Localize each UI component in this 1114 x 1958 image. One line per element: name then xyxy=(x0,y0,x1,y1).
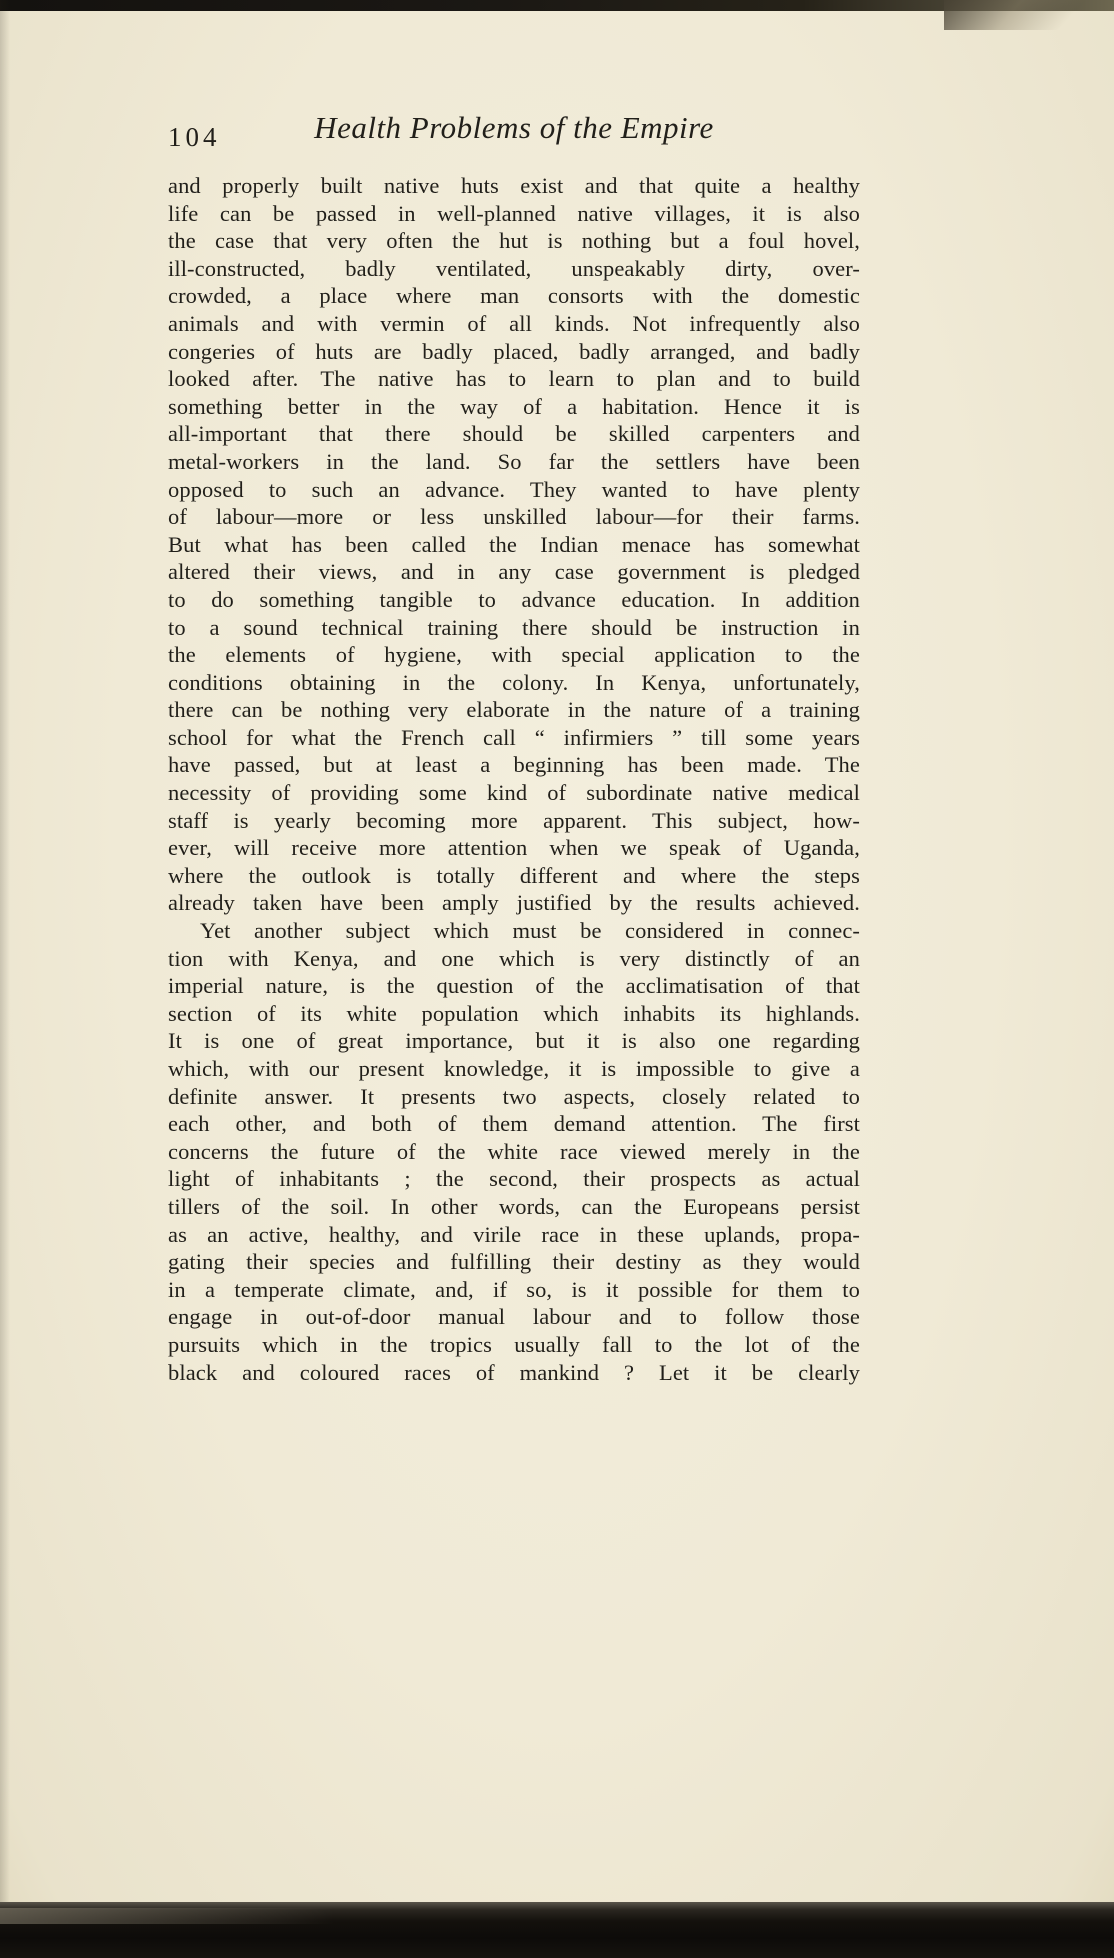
text-line: tion with Kenya, and one which is very distinctly of an xyxy=(168,945,860,971)
text-line: ever, will receive more attention when we speak of Uganda, xyxy=(168,835,860,861)
text-line: It is one of great importance, but it is also one regarding xyxy=(168,1028,860,1054)
text-line: black and coloured races of mankind ? Let it be clearly xyxy=(168,1359,860,1385)
text-line: imperial nature, is the question of the acclimatisation of that xyxy=(168,973,860,999)
text-line: crowded, a place where man consorts with the domestic xyxy=(168,283,860,309)
text-line: to a sound technical training there should be instruction in xyxy=(168,614,860,640)
text-line: pursuits which in the tropics usually fall to the lot of the xyxy=(168,1331,860,1357)
paragraph xyxy=(168,172,860,917)
text-line: conditions obtaining in the colony. In Kenya, unfortunately, xyxy=(168,669,860,695)
text-line: in a temperate climate, and, if so, is it possible for them to xyxy=(168,1276,860,1302)
text-line: light of inhabitants ; the second, their prospects as actual xyxy=(168,1166,860,1192)
paragraph xyxy=(168,917,860,1386)
text-line: of labour—more or less unskilled labour—for their farms. xyxy=(168,504,860,530)
text-line: opposed to such an advance. They wanted to have plenty xyxy=(168,476,860,502)
text-line: concerns the future of the white race viewed merely in the xyxy=(168,1138,860,1164)
text-block xyxy=(168,110,860,1386)
text-line: the elements of hygiene, with special application to the xyxy=(168,642,860,668)
text-line: gating their species and fulfilling their destiny as they would xyxy=(168,1249,860,1275)
text-line: metal-workers in the land. So far the settlers have been xyxy=(168,448,860,474)
text-line: and properly built native huts exist and that quite a healthy xyxy=(168,173,860,198)
text-line: ill-constructed, badly ventilated, unspeakably dirty, over- xyxy=(168,255,860,281)
text-line: congeries of huts are badly placed, badly arranged, and badly xyxy=(168,338,860,364)
text-line: school for what the French call “ infirmiers ” till some years xyxy=(168,724,860,750)
text-line: life can be passed in well-planned native villages, it is also xyxy=(168,200,860,226)
page-header xyxy=(168,110,860,160)
scan-artifact-top-right xyxy=(944,0,1114,30)
text-line: animals and with vermin of all kinds. Not infrequently also xyxy=(168,310,860,336)
text-line: already taken have been amply justified by the results achieved. xyxy=(168,890,860,916)
text-line: the case that very often the hut is nothing but a foul hovel, xyxy=(168,228,860,254)
text-line: all-important that there should be skilled carpenters and xyxy=(168,421,860,447)
text-line: engage in out-of-door manual labour and to follow those xyxy=(168,1304,860,1330)
page-number: 104 xyxy=(168,122,221,152)
text-line: But what has been called the Indian menace has somewhat xyxy=(168,531,860,557)
text-line: tillers of the soil. In other words, can the Europeans persist xyxy=(168,1193,860,1219)
text-line: which, with our present knowledge, it is impossible to give a xyxy=(168,1056,860,1081)
text-line: as an active, healthy, and virile race in these uplands, propa- xyxy=(168,1221,860,1247)
text-line: altered their views, and in any case government is pledged xyxy=(168,559,860,585)
text-line: looked after. The native has to learn to plan and to build xyxy=(168,366,860,392)
text-line: each other, and both of them demand attention. The first xyxy=(168,1111,860,1137)
text-line: Yet another subject which must be considered in connec- xyxy=(200,918,860,944)
text-line: necessity of providing some kind of subordinate native medical xyxy=(168,780,860,806)
text-line: to do something tangible to advance education. In addition xyxy=(168,586,860,612)
text-line: definite answer. It presents two aspects, closely related to xyxy=(168,1083,860,1109)
text-line: something better in the way of a habitation. Hence it is xyxy=(168,393,860,419)
text-line: staff is yearly becoming more apparent. This subject, how- xyxy=(168,807,860,833)
text-line: there can be nothing very elaborate in the nature of a training xyxy=(168,697,860,723)
page-body xyxy=(168,172,860,1386)
scan-edge-left xyxy=(0,0,10,1958)
text-line: have passed, but at least a beginning has been made. The xyxy=(168,752,860,778)
running-title: Health Problems of the Empire xyxy=(314,110,714,145)
scan-edge-bottom xyxy=(0,1902,1114,1958)
text-line: section of its white population which inhabits its highlands. xyxy=(168,1000,860,1026)
text-line: where the outlook is totally different and where the steps xyxy=(168,862,860,888)
